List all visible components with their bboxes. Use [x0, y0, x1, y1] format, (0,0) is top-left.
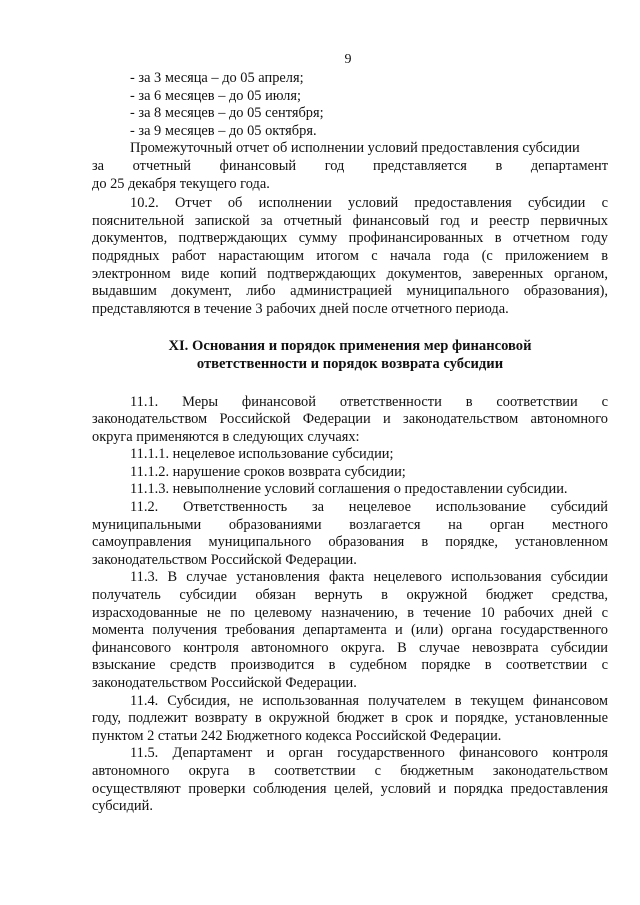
paragraph-11-3	[92, 569, 608, 692]
deadline-item: - за 6 месяцев – до 05 июля;	[130, 87, 301, 104]
text-line: осуществляют проверки соблюдения целей, условий и порядка предоставления	[92, 780, 608, 797]
interim-report-paragraph	[92, 140, 608, 193]
text-line: году, подлежит возврату в окружной бюджет в срок и порядке, установленные	[92, 710, 608, 727]
paragraph-11-4	[92, 693, 608, 746]
document-body	[92, 70, 608, 816]
text-line: законодательством Российской Федерации и законодательством автономного	[92, 411, 608, 428]
case-item: 11.1.1. нецелевое использование субсидии;	[130, 446, 394, 463]
text-line: момента получения требования департамента и (или) органа государственного	[92, 622, 608, 639]
text-line: автономного округа в соответствии с бюджетным законодательством	[92, 762, 608, 779]
deadline-list	[92, 70, 608, 140]
text-line: получатель субсидии обязан вернуть в окружной бюджет средства,	[92, 587, 608, 604]
section-heading-line: XI. Основания и порядок применения мер финансовой	[168, 338, 532, 355]
text-line: подрядных работ нарастающим итогом с начала года (с приложением в	[92, 247, 608, 264]
paragraph-11-1	[92, 394, 608, 447]
text-line: законодательством Российской Федерации.	[92, 675, 357, 691]
text-line: Промежуточный отчет об исполнении условий предоставления субсидии	[130, 140, 580, 157]
text-line: выдавшим документ, либо администрацией муниципального образования),	[92, 283, 608, 300]
text-line: израсходованные не по целевому назначению, в течение 10 рабочих дней с	[92, 604, 608, 621]
text-line: самоуправления муниципального образования в порядке, установленном	[92, 534, 608, 551]
text-line: за отчетный финансовый год представляется в департамент	[92, 157, 608, 174]
text-line: взыскание средств производится в судебном порядке в соответствии с	[92, 657, 608, 674]
paragraph-11-2	[92, 499, 608, 569]
text-line: 10.2. Отчет об исполнении условий предоставления субсидии с	[130, 195, 608, 212]
text-line: пунктом 2 статьи 242 Бюджетного кодекса Российской Федерации.	[92, 727, 502, 744]
section-heading-line: ответственности и порядок возврата субсидии	[196, 355, 504, 372]
paragraph-11-5	[92, 745, 608, 815]
text-line: 11.4. Субсидия, не использованная получателем в текущем финансовом	[130, 692, 608, 709]
page-number: 9	[344, 52, 352, 67]
case-item: 11.1.2. нарушение сроков возврата субсидии;	[130, 463, 406, 480]
deadline-item: - за 8 месяцев – до 05 сентября;	[130, 105, 324, 122]
text-line: 11.3. В случае установления факта нецелевого использования субсидии	[130, 569, 608, 586]
text-line: 11.2. Ответственность за нецелевое использование субсидий	[130, 499, 608, 516]
text-line: пояснительной запиской за отчетный финансовый год и реестр первичных	[92, 212, 608, 229]
text-line: 11.1. Меры финансовой ответственности в соответствии с	[130, 393, 608, 410]
text-line: финансового контроля автономного округа. В случае невозврата субсидии	[92, 639, 608, 656]
cases-list	[92, 446, 608, 499]
case-item: 11.1.3. невыполнение условий соглашения о предоставлении субсидии.	[130, 481, 568, 498]
text-line: округа применяются в следующих случаях:	[92, 428, 360, 445]
text-line: представляются в течение 3 рабочих дней после отчетного периода.	[92, 300, 509, 317]
deadline-item: - за 9 месяцев – до 05 октября.	[130, 122, 317, 139]
deadline-item: - за 3 месяца – до 05 апреля;	[130, 70, 304, 86]
section-heading	[92, 338, 608, 373]
paragraph-10-2	[92, 195, 608, 318]
text-line: документов, подтверждающих сумму профинансированных в отчетном году	[92, 230, 608, 247]
text-line: законодательством Российской Федерации.	[92, 551, 357, 568]
text-line: муниципальными образованиями возлагается на орган местного	[92, 516, 608, 533]
text-line: 11.5. Департамент и орган государственного финансового контроля	[130, 745, 608, 762]
text-line: субсидий.	[92, 798, 153, 815]
text-line: до 25 декабря текущего года.	[92, 175, 270, 192]
text-line: электронном виде копий подтверждающих документов, заверенных органом,	[92, 265, 608, 282]
